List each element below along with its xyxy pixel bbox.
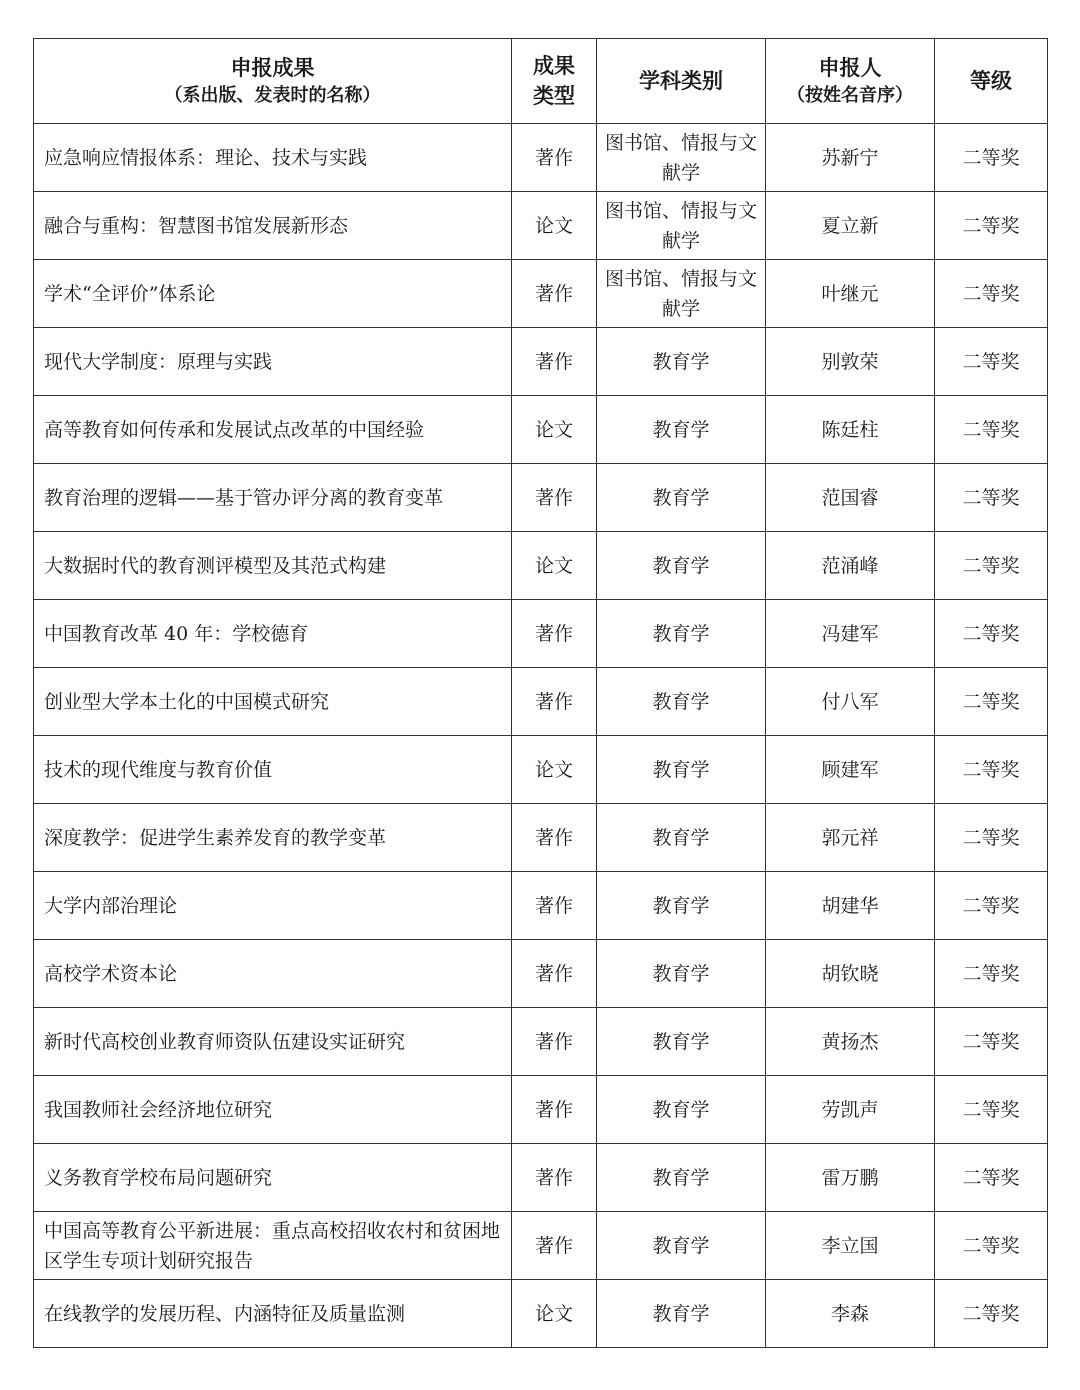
header-grade: [935, 39, 1048, 124]
table-row: [34, 736, 1048, 804]
cell-type: 著作: [512, 1008, 597, 1076]
cell-discipline: 教育学: [597, 1008, 766, 1076]
header-type: [512, 39, 597, 124]
cell-grade: 二等奖: [935, 396, 1048, 464]
cell-applicant: 范国睿: [766, 464, 935, 532]
cell-title: 技术的现代维度与教育价值: [34, 736, 512, 804]
cell-type: 论文: [512, 396, 597, 464]
cell-title: 教育治理的逻辑——基于管办评分离的教育变革: [34, 464, 512, 532]
cell-discipline: 教育学: [597, 804, 766, 872]
header-title: [34, 39, 512, 124]
cell-grade: 二等奖: [935, 804, 1048, 872]
cell-discipline: 教育学: [597, 328, 766, 396]
cell-title: 新时代高校创业教育师资队伍建设实证研究: [34, 1008, 512, 1076]
cell-applicant: 夏立新: [766, 192, 935, 260]
header-discipline: [597, 39, 766, 124]
cell-grade: 二等奖: [935, 532, 1048, 600]
cell-type: 论文: [512, 736, 597, 804]
cell-applicant: 劳凯声: [766, 1076, 935, 1144]
table-row: [34, 804, 1048, 872]
cell-type: 著作: [512, 804, 597, 872]
cell-applicant: 雷万鹏: [766, 1144, 935, 1212]
cell-grade: 二等奖: [935, 1008, 1048, 1076]
table-row: [34, 192, 1048, 260]
table-row: [34, 396, 1048, 464]
cell-grade: 二等奖: [935, 260, 1048, 328]
table-row: [34, 1144, 1048, 1212]
table-row: [34, 940, 1048, 1008]
cell-grade: 二等奖: [935, 1144, 1048, 1212]
cell-discipline: 图书馆、情报与文献学: [597, 192, 766, 260]
cell-title: 大数据时代的教育测评模型及其范式构建: [34, 532, 512, 600]
cell-discipline: 教育学: [597, 532, 766, 600]
table-row: [34, 124, 1048, 192]
cell-applicant: 胡钦晓: [766, 940, 935, 1008]
cell-type: 著作: [512, 668, 597, 736]
table-row: [34, 1076, 1048, 1144]
table-row: [34, 1280, 1048, 1348]
cell-grade: 二等奖: [935, 736, 1048, 804]
cell-discipline: 教育学: [597, 1076, 766, 1144]
cell-applicant: 冯建军: [766, 600, 935, 668]
table-row: [34, 600, 1048, 668]
cell-grade: 二等奖: [935, 872, 1048, 940]
cell-discipline: 图书馆、情报与文献学: [597, 260, 766, 328]
table-row: [34, 464, 1048, 532]
cell-applicant: 郭元祥: [766, 804, 935, 872]
cell-type: 著作: [512, 260, 597, 328]
cell-grade: 二等奖: [935, 1076, 1048, 1144]
header-title-label: 申报成果: [230, 56, 315, 80]
cell-grade: 二等奖: [935, 192, 1048, 260]
cell-discipline: 图书馆、情报与文献学: [597, 124, 766, 192]
cell-title: 深度教学：促进学生素养发育的教学变革: [34, 804, 512, 872]
awards-table: [33, 38, 1048, 1348]
cell-discipline: 教育学: [597, 736, 766, 804]
cell-type: 著作: [512, 1144, 597, 1212]
cell-title: 中国教育改革 40 年：学校德育: [34, 600, 512, 668]
table-row: [34, 328, 1048, 396]
table-row: [34, 532, 1048, 600]
header-grade-label: 等级: [970, 69, 1012, 93]
cell-title: 中国高等教育公平新进展：重点高校招收农村和贫困地区学生专项计划研究报告: [34, 1212, 512, 1280]
cell-applicant: 叶继元: [766, 260, 935, 328]
header-title-note: （系出版、发表时的名称）: [164, 85, 381, 106]
cell-applicant: 苏新宁: [766, 124, 935, 192]
cell-discipline: 教育学: [597, 1144, 766, 1212]
cell-applicant: 顾建军: [766, 736, 935, 804]
cell-grade: 二等奖: [935, 464, 1048, 532]
table-row: [34, 260, 1048, 328]
cell-type: 著作: [512, 600, 597, 668]
cell-grade: 二等奖: [935, 124, 1048, 192]
table-row: [34, 872, 1048, 940]
cell-type: 著作: [512, 940, 597, 1008]
cell-applicant: 胡建华: [766, 872, 935, 940]
cell-title: 高等教育如何传承和发展试点改革的中国经验: [34, 396, 512, 464]
cell-type: 著作: [512, 124, 597, 192]
cell-applicant: 别敦荣: [766, 328, 935, 396]
cell-title: 现代大学制度：原理与实践: [34, 328, 512, 396]
header-applicant: [766, 39, 935, 124]
cell-type: 著作: [512, 464, 597, 532]
cell-grade: 二等奖: [935, 940, 1048, 1008]
cell-applicant: 陈廷柱: [766, 396, 935, 464]
cell-discipline: 教育学: [597, 1212, 766, 1280]
cell-type: 著作: [512, 872, 597, 940]
cell-discipline: 教育学: [597, 600, 766, 668]
cell-type: 著作: [512, 328, 597, 396]
cell-discipline: 教育学: [597, 1280, 766, 1348]
cell-grade: 二等奖: [935, 668, 1048, 736]
cell-title: 义务教育学校布局问题研究: [34, 1144, 512, 1212]
cell-title: 大学内部治理论: [34, 872, 512, 940]
cell-applicant: 付八军: [766, 668, 935, 736]
table-row: [34, 1212, 1048, 1280]
cell-applicant: 李立国: [766, 1212, 935, 1280]
cell-title: 创业型大学本土化的中国模式研究: [34, 668, 512, 736]
cell-applicant: 李森: [766, 1280, 935, 1348]
header-applicant-label: 申报人: [818, 56, 882, 80]
header-applicant-note: （按姓名音序）: [787, 85, 913, 106]
cell-title: 应急响应情报体系：理论、技术与实践: [34, 124, 512, 192]
cell-title: 高校学术资本论: [34, 940, 512, 1008]
cell-discipline: 教育学: [597, 396, 766, 464]
cell-type: 论文: [512, 192, 597, 260]
cell-grade: 二等奖: [935, 328, 1048, 396]
header-type-line2: 类型: [533, 84, 575, 108]
cell-title: 我国教师社会经济地位研究: [34, 1076, 512, 1144]
cell-applicant: 范涌峰: [766, 532, 935, 600]
table-body: [34, 124, 1048, 1348]
cell-type: 著作: [512, 1212, 597, 1280]
cell-title: 融合与重构：智慧图书馆发展新形态: [34, 192, 512, 260]
cell-type: 著作: [512, 1076, 597, 1144]
cell-discipline: 教育学: [597, 872, 766, 940]
cell-grade: 二等奖: [935, 600, 1048, 668]
header-discipline-label: 学科类别: [639, 69, 723, 93]
cell-discipline: 教育学: [597, 668, 766, 736]
cell-type: 论文: [512, 1280, 597, 1348]
cell-grade: 二等奖: [935, 1280, 1048, 1348]
table-row: [34, 1008, 1048, 1076]
cell-applicant: 黄扬杰: [766, 1008, 935, 1076]
header-type-line1: 成果: [533, 54, 575, 78]
cell-discipline: 教育学: [597, 940, 766, 1008]
cell-grade: 二等奖: [935, 1212, 1048, 1280]
cell-type: 论文: [512, 532, 597, 600]
table-row: [34, 668, 1048, 736]
cell-title: 在线教学的发展历程、内涵特征及质量监测: [34, 1280, 512, 1348]
cell-discipline: 教育学: [597, 464, 766, 532]
cell-title: 学术“全评价”体系论: [34, 260, 512, 328]
table-header-row: [34, 39, 1048, 124]
